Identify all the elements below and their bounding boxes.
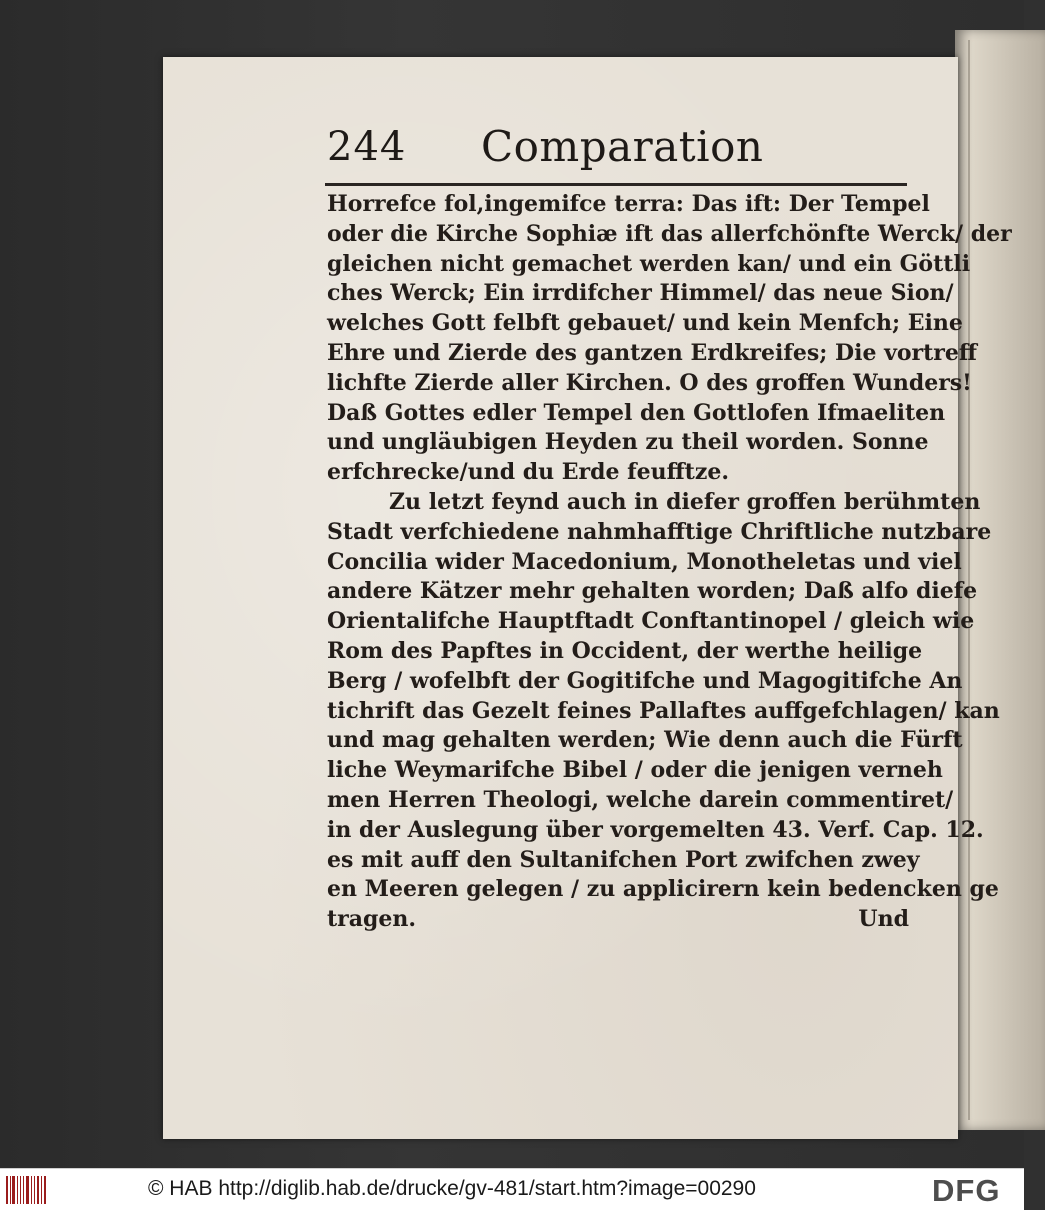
text-line: Stadt verfchiedene nahmhafftige Chriftliche nutzbare: [327, 518, 992, 545]
text-line: Berg / wofelbft der Gogitifche und Magogitifche An: [327, 667, 963, 694]
viewer-footer: [0, 1168, 1024, 1210]
text-line: andere Kätzer mehr gehalten worden; Daß alfo diefe: [327, 578, 978, 605]
text-line: in der Auslegung über vorgemelten 43. Verf. Cap. 12.: [327, 816, 984, 843]
hab-barcode-icon[interactable]: [6, 1176, 46, 1204]
page-number: 244: [327, 124, 407, 170]
text-line: gleichen nicht gemachet werden kan/ und ein Göttli: [327, 250, 971, 277]
running-title: Comparation: [481, 122, 764, 171]
text-line: Horrefce fol,ingemifce terra: Das ift: Der Tempel: [327, 191, 930, 217]
text-line: Daß Gottes edler Tempel den Gottlofen Ifmaeliten: [327, 399, 946, 426]
dfg-logo[interactable]: DFG: [932, 1173, 1001, 1208]
text-line: es mit auff den Sultanifchen Port zwifchen zwey: [327, 846, 920, 873]
text-line: oder die Kirche Sophiæ ift das allerfchönfte Werck/ der: [327, 220, 1012, 247]
text-line: und ungläubigen Heyden zu theil worden. Sonne: [327, 429, 929, 456]
text-line: Orientalifche Hauptftadt Conftantinopel / gleich wie: [327, 608, 975, 635]
text-line: liche Weymarifche Bibel / oder die jenigen verneh: [327, 757, 943, 784]
text-line: Concilia wider Macedonium, Monotheletas und viel: [327, 548, 962, 575]
text-line: welches Gott felbft gebauet/ und kein Menfch; Eine: [327, 310, 963, 337]
body-text: [327, 190, 1012, 935]
text-line: men Herren Theologi, welche darein commentiret/: [327, 786, 954, 813]
text-line: en Meeren gelegen / zu applicirern kein bedencken ge: [327, 876, 999, 903]
text-line: lichfte Zierde aller Kirchen. O des groffen Wunders!: [327, 369, 972, 396]
text-line: Ehre und Zierde des gantzen Erdkreifes; Die vortreff: [327, 339, 977, 366]
text-line: erfchrecke/und du Erde feufftze.: [327, 459, 729, 486]
catchword: Und: [858, 906, 909, 933]
page-header: [327, 120, 907, 180]
text-line: ches Werck; Ein irrdifcher Himmel/ das neue Sion/: [327, 280, 954, 307]
text-line: Zu letzt feynd auch in diefer groffen berühmten: [389, 488, 981, 515]
text-line: und mag gehalten werden; Wie denn auch die Fürft: [327, 727, 963, 754]
text-line: tragen. Und: [327, 905, 909, 935]
text-line: Rom des Papftes in Occident, der werthe heilige: [327, 637, 923, 664]
header-rule: [325, 183, 907, 186]
copyright-url[interactable]: © HAB http://diglib.hab.de/drucke/gv-481/start.htm?image=00290: [148, 1177, 756, 1200]
text-line: tichrift das Gezelt feines Pallaftes auffgefchlagen/ kan: [327, 697, 1000, 724]
